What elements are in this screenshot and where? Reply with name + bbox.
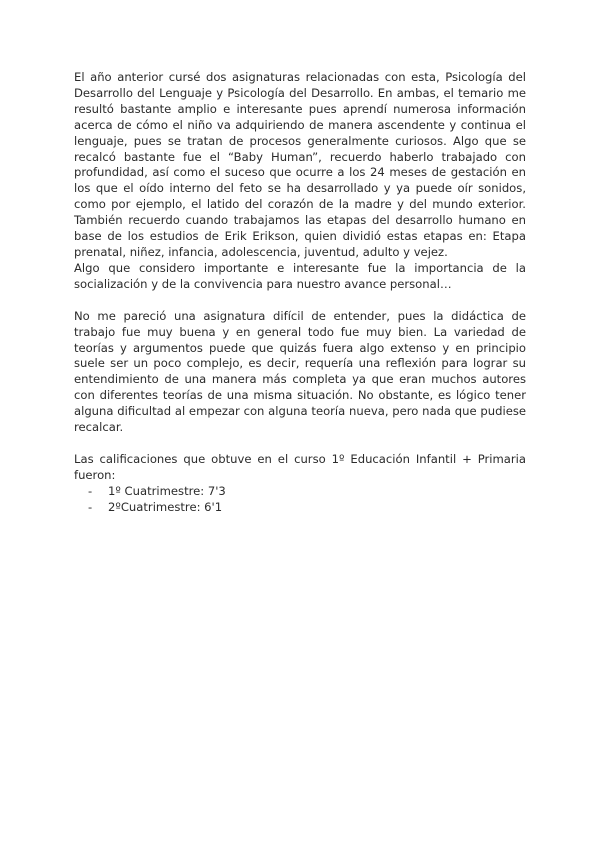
document-body bbox=[74, 70, 526, 516]
grade-item-text: 2ºCuatrimestre: 6'1 bbox=[108, 499, 223, 514]
grade-item-second bbox=[88, 500, 526, 516]
list-dash: - bbox=[88, 499, 93, 514]
grade-item-text: 1º Cuatrimestre: 7'3 bbox=[108, 483, 226, 498]
paragraph-spacer bbox=[74, 436, 526, 452]
grade-item-first bbox=[88, 484, 526, 500]
list-dash: - bbox=[88, 483, 93, 498]
paragraph-socialization: Algo que considero importante e interesante fue la importancia de la socialización y de la convivencia para nuestro avance personal… bbox=[74, 260, 526, 291]
paragraph-grades-intro: Las calificaciones que obtuve en el curso 1º Educación Infantil + Primaria fueron: bbox=[74, 451, 526, 482]
paragraph-spacer bbox=[74, 293, 526, 309]
paragraph-difficulty: No me pareció una asignatura difícil de entender, pues la didáctica de trabajo fue muy buena y en general todo fue muy bien. La variedad de teorías y argumentos puede que quizás fuera algo extenso y en principio suele ser un poco complejo, es decir, requería una reflexión para lograr su entendimiento de una manera más completa ya que eran muchos autores con diferentes teorías de una misma situación. No obstante, es lógico tener alguna dificultad al empezar con alguna teoría nueva, pero nada que pudiese recalcar. bbox=[74, 308, 526, 435]
paragraph-previous-courses: El año anterior cursé dos asignaturas relacionadas con esta, Psicología del Desarrollo del Lenguaje y Psicología del Desarrollo. En ambas, el temario me resultó bastante amplio e interesante pues aprendí numerosa información acerca de cómo el niño va adquiriendo de manera ascendente y continua el lenguaje, pues se tratan de procesos generalmente curiosos. Algo que se recalcó bastante fue el “Baby Human”, recuerdo haberlo trabajado con profundidad, así como el suceso que ocurre a los 24 meses de gestación en los que el oído interno del feto se ha desarrollado y ya puede oír sonidos, como por ejemplo, el latido del corazón de la madre y del mundo exterior. También recuerdo cuando trabajamos las etapas del desarrollo humano en base de los estudios de Erik Erikson, quien dividió estas etapas en: Etapa prenatal, niñez, infancia, adolescencia, juventud, adulto y vejez. bbox=[74, 70, 526, 259]
grades-list bbox=[74, 484, 526, 516]
